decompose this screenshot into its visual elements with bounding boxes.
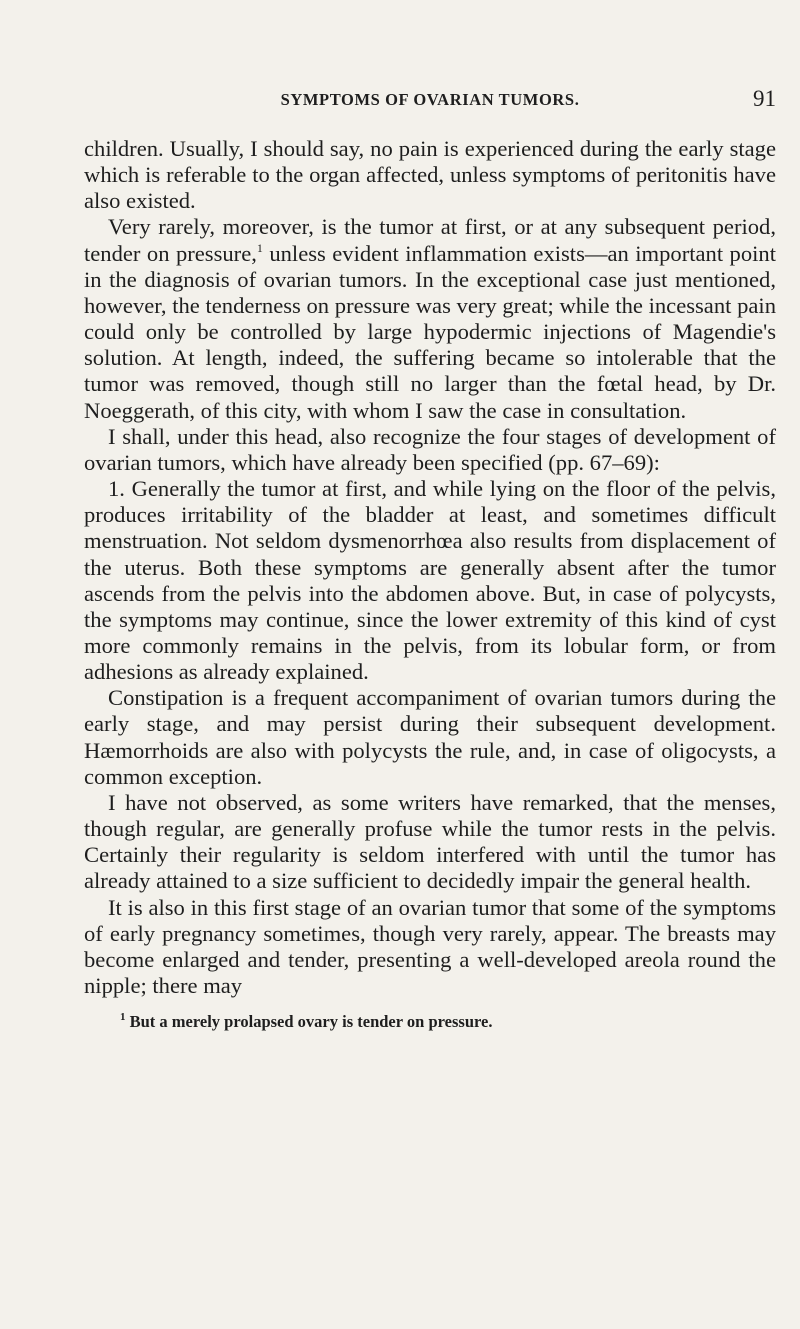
paragraph: children. Usually, I should say, no pain is experienced during the early stage which is referable to the organ affected, unless symptoms of peritonitis have also existed. (84, 136, 776, 214)
paragraph: I shall, under this head, also recognize the four stages of development of ovarian tumors, which have already been specified (pp. 67–69): (84, 423, 776, 475)
footnote (120, 1012, 776, 1032)
paragraph (84, 214, 776, 423)
paragraph-text: Very rarely, moreover, is the tumor at first, or at any subsequent period, tender on pressure, (84, 214, 776, 266)
body-text (84, 136, 776, 999)
running-title: SYMPTOMS OF OVARIAN TUMORS. (280, 90, 580, 109)
footnote-reference: 1 (256, 240, 263, 255)
running-head (84, 86, 776, 112)
paragraph: I have not observed, as some writers have remarked, that the menses, though regular, are generally profuse while the tumor rests in the pelvis. Certainly their regularity is seldom interfered with until the tumor has already attained to a size sufficient to decidedly impair the general health. (84, 789, 776, 894)
paragraph: 1. Generally the tumor at first, and while lying on the floor of the pelvis, produces irritability of the bladder at least, and sometimes difficult menstruation. Not seldom dysmenorrhœa also results from displacement of the uterus. Both these symptoms are generally absent after the tumor ascends from the pelvis into the abdomen above. But, in case of polycysts, the symptoms may continue, since the lower extremity of this kind of cyst more commonly remains in the pelvis, from its lobular form, or from adhesions as already explained. (84, 476, 776, 685)
paragraph: Constipation is a frequent accompaniment of ovarian tumors during the early stage, and may persist during their subsequent development. Hæmorrhoids are also with polycysts the rule, and, in case of oligocysts, a common exception. (84, 685, 776, 789)
footnote-text: But a merely prolapsed ovary is tender on pressure. (125, 1012, 493, 1031)
page-number: 91 (753, 86, 776, 111)
footnote-marker: 1 (120, 1011, 126, 1023)
paragraph-text: unless evident inflammation exists—an important point in the diagnosis of ovarian tumors. In the exceptional case just mentioned, however, the tenderness on pressure was very great; while the incessant pain could only be controlled by large hypodermic injections of Magendie's solution. At length, indeed, the suffering became so intolerable that the tumor was removed, though still no larger than the fœtal head, by Dr. Noeggerath, of this city, with whom I saw the case in consultation. (84, 240, 776, 423)
paragraph: It is also in this first stage of an ovarian tumor that some of the symptoms of early pregnancy sometimes, though very rarely, appear. The breasts may become enlarged and tender, presenting a well-developed areola round the nipple; there may (84, 894, 776, 998)
